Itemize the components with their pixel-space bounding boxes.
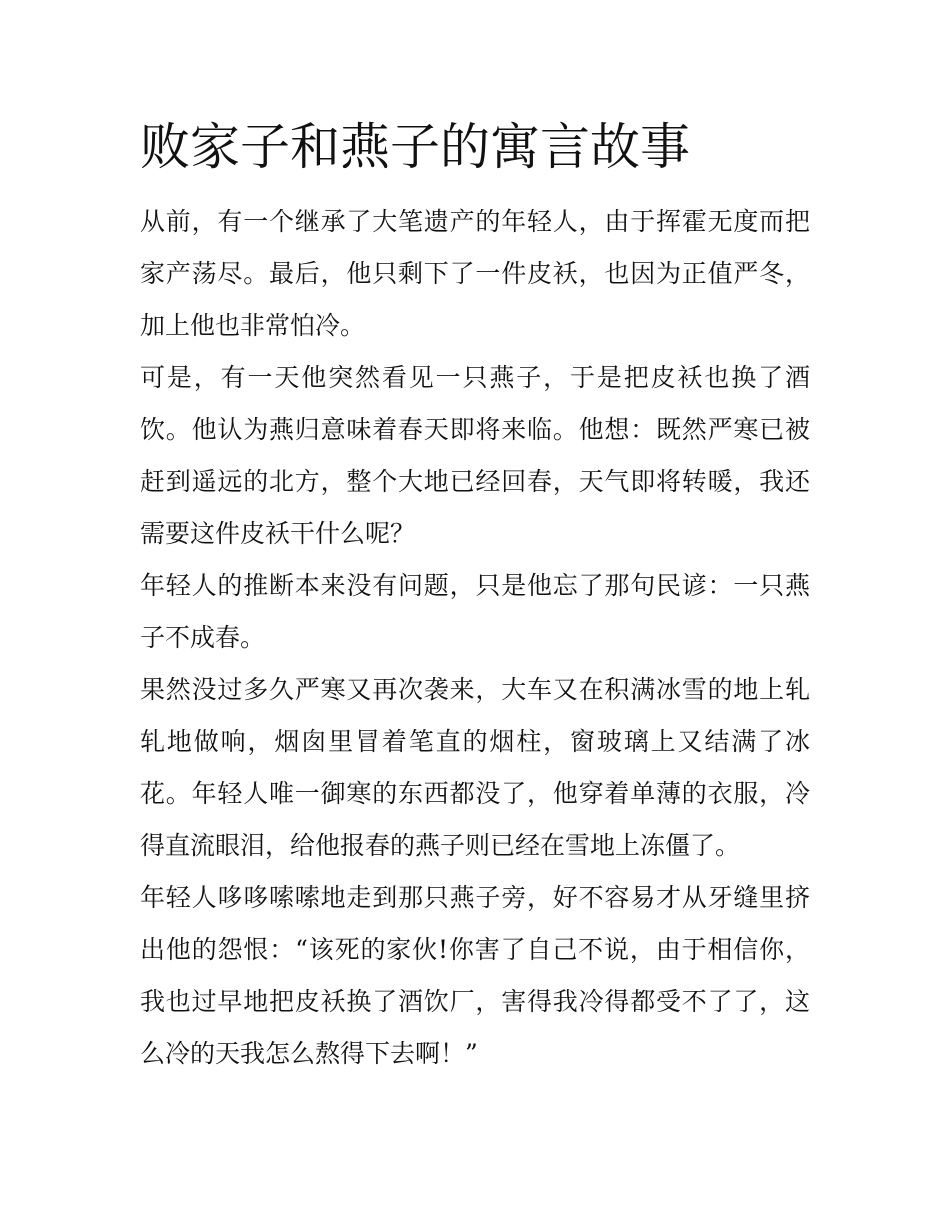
document-body xyxy=(140,196,810,1080)
paragraph-3: 年轻人的推断本来没有问题，只是他忘了那句民谚：一只燕子不成春。 xyxy=(140,571,810,652)
paragraph-1: 从前，有一个继承了大笔遗产的年轻人，由于挥霍无度而把家产荡尽。最后，他只剩下了一件皮袄，也因为正值严冬，加上他也非常怕冷。 xyxy=(140,207,810,340)
paragraph-2: 可是，有一天他突然看见一只燕子，于是把皮袄也换了酒饮。他认为燕归意味着春天即将来临。他想：既然严寒已被赶到遥远的北方，整个大地已经回春，天气即将转暖，我还需要这件皮袄干什么呢？ xyxy=(140,363,810,548)
paragraph-4: 果然没过多久严寒又再次袭来，大车又在积满冰雪的地上轧轧地做响，烟囱里冒着笔直的烟柱，窗玻璃上又结满了冰花。年轻人唯一御寒的东西都没了，他穿着单薄的衣服，冷得直流眼泪，给他报春的燕子则已经在雪地上冻僵了。 xyxy=(140,675,810,860)
paragraph-5: 年轻人哆哆嗦嗦地走到那只燕子旁，好不容易才从牙缝里挤出他的怨恨：“该死的家伙!你害了自己不说，由于相信你，我也过早地把皮袄换了酒饮厂，害得我冷得都受不了了，这么冷的天我怎么熬得下去啊！” xyxy=(140,883,810,1068)
document-title: 败家子和燕子的寓言故事 xyxy=(140,118,690,176)
